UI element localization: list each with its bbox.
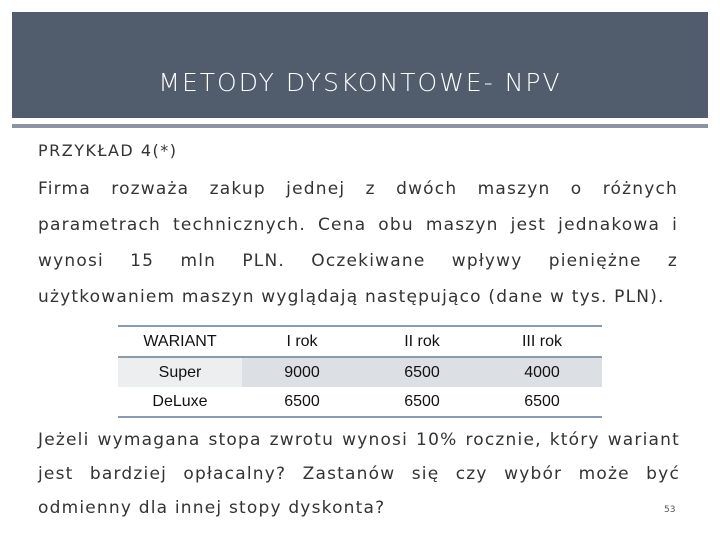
example-subtitle: PRZYKŁAD 4(*) [38, 141, 178, 160]
header-band [12, 12, 708, 118]
table-cell: Super [118, 357, 242, 387]
table-cell: 4000 [482, 357, 602, 387]
table-header-cell: WARIANT [143, 332, 217, 350]
table-header-row [118, 326, 602, 357]
cashflow-table [118, 325, 602, 418]
table-cell: 6500 [284, 392, 320, 410]
problem-description: Firma rozważa zakup jednej z dwóch maszyn o różnych parametrach technicznych. Cena obu maszyn jest jednakowa i wynosi 15 mln PLN. Oczekiwane wpływy pieniężne z użytkowaniem maszyn wyglądają następująco (dane w tys. PLN). [38, 179, 678, 307]
table-cell: 6500 [362, 357, 482, 387]
table-row [118, 357, 602, 387]
question-text: Jeżeli wymagana stopa zwrotu wynosi 10% rocznie, który wariant jest bardziej opłacalny? Zastanów się czy wybór może być odmienny dla innej stopy dyskonta? [38, 430, 680, 518]
table-header-cell: I rok [286, 332, 318, 350]
table-row [118, 387, 602, 417]
table-header-cell: III rok [521, 332, 562, 350]
table-cell: 6500 [524, 392, 560, 410]
cashflow-table-container [118, 325, 602, 418]
slide-number: 53 [664, 505, 676, 515]
table-cell: DeLuxe [152, 392, 208, 410]
slide-title: METODY DYSKONTOWE- NPV [158, 68, 562, 97]
table-header-cell: II rok [404, 332, 440, 350]
table-cell: 6500 [404, 392, 440, 410]
header-divider [12, 124, 708, 128]
table-cell: 9000 [242, 357, 362, 387]
